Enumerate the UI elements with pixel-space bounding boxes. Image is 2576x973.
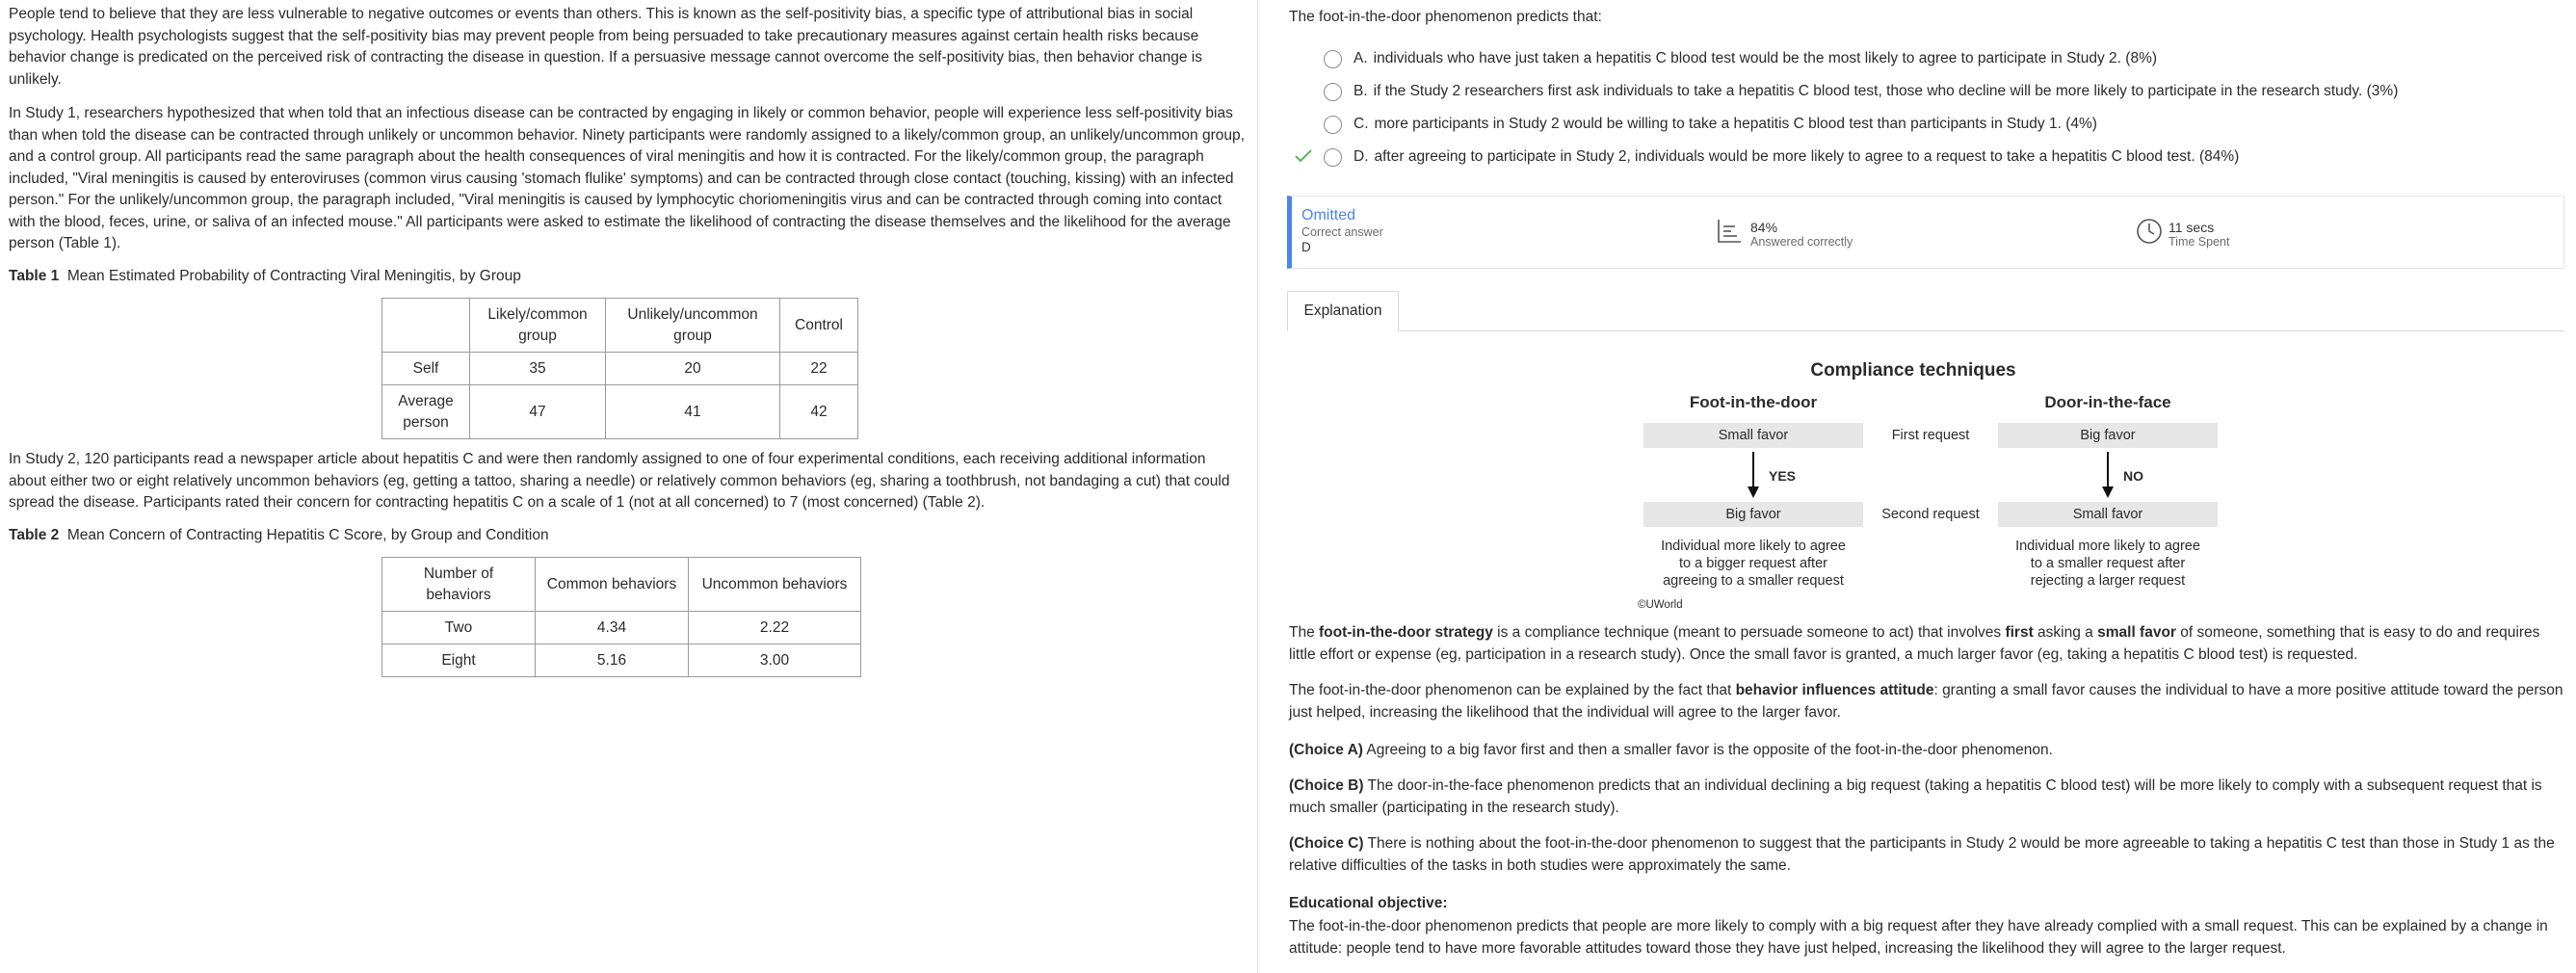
table-cell: 2.22 [689,612,861,644]
radio-button[interactable] [1324,116,1342,134]
table1-header: Likely/common group [470,299,606,353]
table-row [382,612,861,644]
table-cell: 41 [606,385,780,439]
question-stem: The foot-in-the-door phenomenon predicts that: [1289,9,1602,25]
table2 [381,557,861,677]
table2-caption [9,525,549,547]
table2-header: Uncommon behaviors [689,558,861,612]
choice-label: (Choice B) [1289,777,1364,794]
option-percent: (4%) [2065,115,2097,132]
diagram-right-first-box: Big favor [1998,423,2218,448]
tab-explanation[interactable]: Explanation [1287,291,1399,331]
time-spent [2136,218,2229,252]
table-row [382,644,861,677]
passage-paragraph-2: In Study 1, researchers hypothesized that when told that an infectious disease can be contracted by engaging in likely or common behavior, people will experience less self-positivity bias than when told the disease can be contracted through unlikely or uncommon behavior. Ninety participants were randomly assigned to a likely/common group, an unlikely/uncommon group, and a control group. All participants read the same paragraph about the health consequences of viral meningitis and how it is contracted. For the likely/common group, the paragraph included, "Viral meningitis is caused by enteroviruses (common virus causing 'stomach flulike' symptoms) and can be contracted through close contact (touching, kissing) with an infected person." For the unlikely/uncommon group, the paragraph included, "Viral meningitis is caused by lymphocytic choriomeningitis virus and can be contracted through coming into contact with the blood, feces, urine, or saliva of an infected mouse." All participants were asked to estimate the likelihood of contracting the disease themselves and the likelihood for the average person (Table 1). [9,105,1245,251]
time-label: Time Spent [2169,234,2230,249]
option-percent: (8%) [2125,49,2158,66]
table2-header: Common behaviors [536,558,689,612]
bold-term: first [2005,624,2034,641]
bold-term: small favor [2097,624,2176,641]
percent-label: Answered correctly [1750,234,1853,249]
table-cell: Two [382,612,536,644]
table-cell: Eight [382,644,536,677]
table-cell: Average person [382,385,470,439]
table-cell: 20 [606,353,780,385]
option-text: after agreeing to participate in Study 2, individuals would be more likely to agree to a request to take a hepatitis C blood test. [1374,147,2195,165]
time-value: 11 secs [2169,219,2215,235]
diagram-no-label: NO [2123,468,2143,484]
option-percent: (3%) [2366,82,2399,99]
diagram-right-second-box: Small favor [1998,502,2218,527]
table-cell: 22 [780,353,858,385]
stats-panel [1287,196,2564,269]
diagram-first-request-label: First request [1891,428,1970,443]
table-row [382,385,858,439]
percent-value: 84% [1750,219,1778,235]
table1-caption [9,266,521,288]
text-span: of someone, something that is easy to do and requires little effort or expense (eg, participation in a research study). Once the small favor is granted, a much larger favor (eg, taking a hepatitis C blood test) is requested. [1289,624,2540,663]
table-cell: 47 [470,385,606,439]
bold-term: foot-in-the-door strategy [1319,624,1493,641]
table1-label: Table 1 [9,268,60,284]
explanation-choice-a [1289,740,2566,762]
answer-option-d[interactable] [1258,143,2239,171]
table-cell: 42 [780,385,858,439]
answer-option-b[interactable] [1258,77,2398,106]
table2-title: Mean Concern of Contracting Hepatitis C Score, by Group and Condition [66,527,549,543]
diagram-left-first-box: Small favor [1643,423,1863,448]
text-span: Agreeing to a big favor first and then a smaller favor is the opposite of the foot-in-the-door phenomenon. [1362,742,2053,758]
radio-button[interactable] [1324,83,1342,101]
diagram-right-heading: Door-in-the-face [2044,393,2171,411]
choice-label: (Choice C) [1289,835,1364,852]
option-text: individuals who have just taken a hepatitis C blood test would be the most likely to agree to participate in Study 2. [1373,49,2121,66]
passage-pane [0,0,1257,973]
option-letter: B. [1354,82,1368,99]
diagram-right-caption: Individual more likely to agree to a smaller request after rejecting a larger request [2015,539,2200,589]
diagram-left-caption: Individual more likely to agree to a bigger request after agreeing to a smaller request [1661,539,1846,589]
answer-option-c[interactable] [1258,110,2097,139]
option-text: if the Study 2 researchers first ask individuals to take a hepatitis C blood test, those who decline will be more likely to participate in the research study. [1373,82,2363,99]
table1-header: Unlikely/uncommon group [606,299,780,353]
diagram-yes-label: YES [1769,468,1797,484]
option-percent: (84%) [2198,147,2240,165]
diagram-left-heading: Foot-in-the-door [1689,393,1818,411]
explanation-choice-c [1289,833,2566,877]
status-text: Omitted [1301,207,1356,224]
diagram-title: Compliance techniques [1810,360,2016,381]
table-cell: Self [382,353,470,385]
table1-header [382,299,470,353]
text-span: The door-in-the-face phenomenon predicts that an individual declining a big request (taking a hepatitis C blood test) will be more likely to comply with a subsequent request that is much smaller (participating in the research study). [1289,777,2542,816]
text-span: The foot-in-the-door phenomenon can be explained by the fact that [1289,682,1736,698]
correct-check-icon [1289,146,1318,169]
text-span: : granting a small favor causes the individual to have a more positive attitude toward the person just helped, increasing the likelihood that the individual will agree to the larger favor. [1289,682,2563,721]
correct-answer-label: Correct answer [1301,225,1383,239]
text-span: asking a [2033,624,2098,641]
table2-label: Table 2 [9,527,60,543]
bold-term: behavior influences attitude [1735,682,1934,698]
down-arrow-icon [1746,452,1761,505]
table1-header: Control [780,299,858,353]
table-cell: 35 [470,353,606,385]
question-pane [1258,0,2576,973]
clock-icon [2136,218,2163,252]
table2-header: Number of behaviors [382,558,536,612]
objective-heading: Educational objective: [1289,895,1448,911]
answer-option-a[interactable] [1258,44,2157,73]
table-cell: 4.34 [536,612,689,644]
explanation-paragraph-1 [1289,622,2566,666]
option-letter: D. [1354,147,1369,165]
bar-chart-icon [1716,218,1743,252]
option-text: more participants in Study 2 would be willing to take a hepatitis C blood test than participants in Study 1. [1374,115,2062,132]
down-arrow-icon [2100,452,2116,505]
diagram-second-request-label: Second request [1881,507,1980,522]
passage-paragraph-3: In Study 2, 120 participants read a newspaper article about hepatitis C and were then randomly assigned to one of four experimental conditions, each receiving additional information about either two or eight relatively uncommon behaviors (eg, getting a tattoo, sharing a needle) or relatively common behaviors (eg, sharing a toothbrush, not bandaging a cut) that could spread the disease. Participants rated their concern for contracting hepatitis C on a scale of 1 (not at all concerned) to 7 (most concerned) (Table 2). [9,451,1230,511]
option-letter: A. [1354,49,1368,66]
correct-answer-value: D [1301,240,1311,254]
table1-title: Mean Estimated Probability of Contracting Viral Meningitis, by Group [66,268,521,284]
table-cell: 5.16 [536,644,689,677]
diagram-left-second-box: Big favor [1643,502,1863,527]
table-row [382,353,858,385]
text-span: There is nothing about the foot-in-the-door phenomenon to suggest that the participants in Study 2 would be more agreeable to taking a hepatitis C test than those in Study 1 as the relative difficulties of the tasks in both studies were approximately the same. [1289,835,2555,874]
explanation-paragraph-2 [1289,680,2566,723]
percent-correct [1716,218,1853,252]
objective-text: The foot-in-the-door phenomenon predicts that people are more likely to comply with a big request after they have already complied with a small request. This can be explained by a change in attitude: people tend to have more favorable attitudes toward those they have just helped, increasing the likelihood they will agree to the larger request. [1289,918,2548,957]
choice-label: (Choice A) [1289,742,1363,758]
radio-button[interactable] [1324,148,1342,167]
compliance-diagram [1624,352,2202,617]
text-span: is a compliance technique (meant to persuade someone to act) that involves [1492,624,2006,641]
radio-button[interactable] [1324,50,1342,68]
table1 [381,298,858,439]
explanation-choice-b [1289,776,2566,819]
tab-divider [1287,330,2564,331]
table-cell: 3.00 [689,644,861,677]
copyright-label: ©UWorld [1638,599,1683,611]
option-letter: C. [1354,115,1369,132]
passage-paragraph-1: People tend to believe that they are less vulnerable to negative outcomes or events than others. This is known as the self-positivity bias, a specific type of attributional bias in social psychology. Health psychologists suggest that the self-positivity bias may prevent people from being persuaded to take precautionary measures against certain health risks because behavior change is predicated on the perceived risk of contracting the disease in question. If a persuasive message cannot overcome the self-positivity bias, then behavior change is unlikely. [9,6,1202,88]
answer-status [1301,206,1383,255]
text-span: The [1289,624,1320,641]
